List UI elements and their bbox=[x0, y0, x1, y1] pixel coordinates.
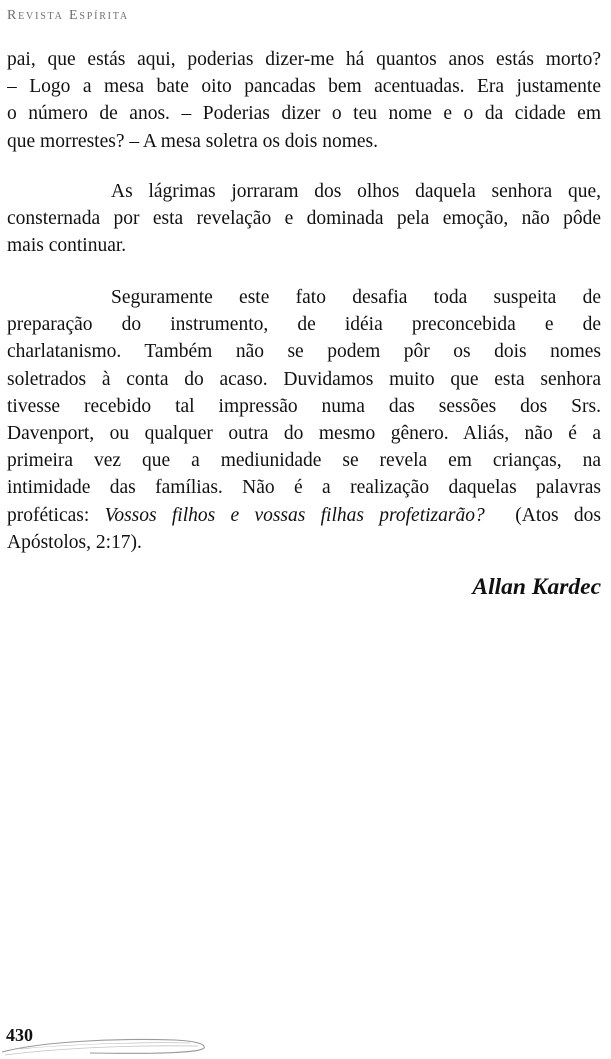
paragraph-line: – Logo a mesa bate oito pancadas bem acentuadas. Era justamente bbox=[7, 76, 601, 98]
paragraph-line: intimidade das famílias. Não é a realização daquelas palavras bbox=[7, 477, 601, 499]
page-number: 430 bbox=[6, 1025, 33, 1045]
paragraph-line: tivesse recebido tal impressão numa das sessões dos Srs. bbox=[7, 395, 601, 417]
paragraph-line: que morrestes? – A mesa soletra os dois nomes. bbox=[7, 130, 378, 152]
paragraph-3 bbox=[7, 284, 601, 556]
paragraph-line: Apóstolos, 2:17). bbox=[7, 531, 142, 553]
paragraph-line: As lágrimas jorraram dos olhos daquela senhora que, bbox=[111, 181, 601, 202]
paragraph-line: pai, que estás aqui, poderias dizer-me há quantos anos estás morto? bbox=[7, 49, 601, 70]
paragraph-line: charlatanismo. Também não se podem pôr os dois nomes bbox=[7, 341, 601, 363]
author-signature: Allan Kardec bbox=[472, 574, 601, 600]
paragraph-line: soletrados à conta do acaso. Duvidamos muito que esta senhora bbox=[7, 368, 601, 390]
paragraph-line-with-quote bbox=[7, 502, 601, 529]
paragraph-line: preparação do instrumento, de idéia preconcebida e de bbox=[7, 314, 601, 336]
paragraph-2 bbox=[7, 178, 601, 260]
running-header: Revista Espírita bbox=[7, 8, 129, 23]
paragraph-line: primeira vez que a mediunidade se revela em crianças, na bbox=[7, 450, 601, 472]
biblical-quote: Vossos filhos e vossas filhas profetizarão? bbox=[104, 504, 485, 526]
paragraph-line: Davenport, ou qualquer outra do mesmo gênero. Aliás, não é a bbox=[7, 423, 601, 445]
paragraph-1 bbox=[7, 46, 601, 155]
quote-reference-start: (Atos dos bbox=[484, 504, 601, 526]
paragraph-line: o número de anos. – Poderias dizer o teu nome e o da cidade em bbox=[7, 103, 601, 125]
paragraph-line: Seguramente este fato desafia toda suspeita de bbox=[111, 287, 601, 308]
paragraph-line: mais continuar. bbox=[7, 235, 127, 257]
quote-intro: proféticas: bbox=[7, 504, 105, 526]
paragraph-line: consternada por esta revelação e dominada pela emoção, não pôde bbox=[7, 208, 601, 230]
